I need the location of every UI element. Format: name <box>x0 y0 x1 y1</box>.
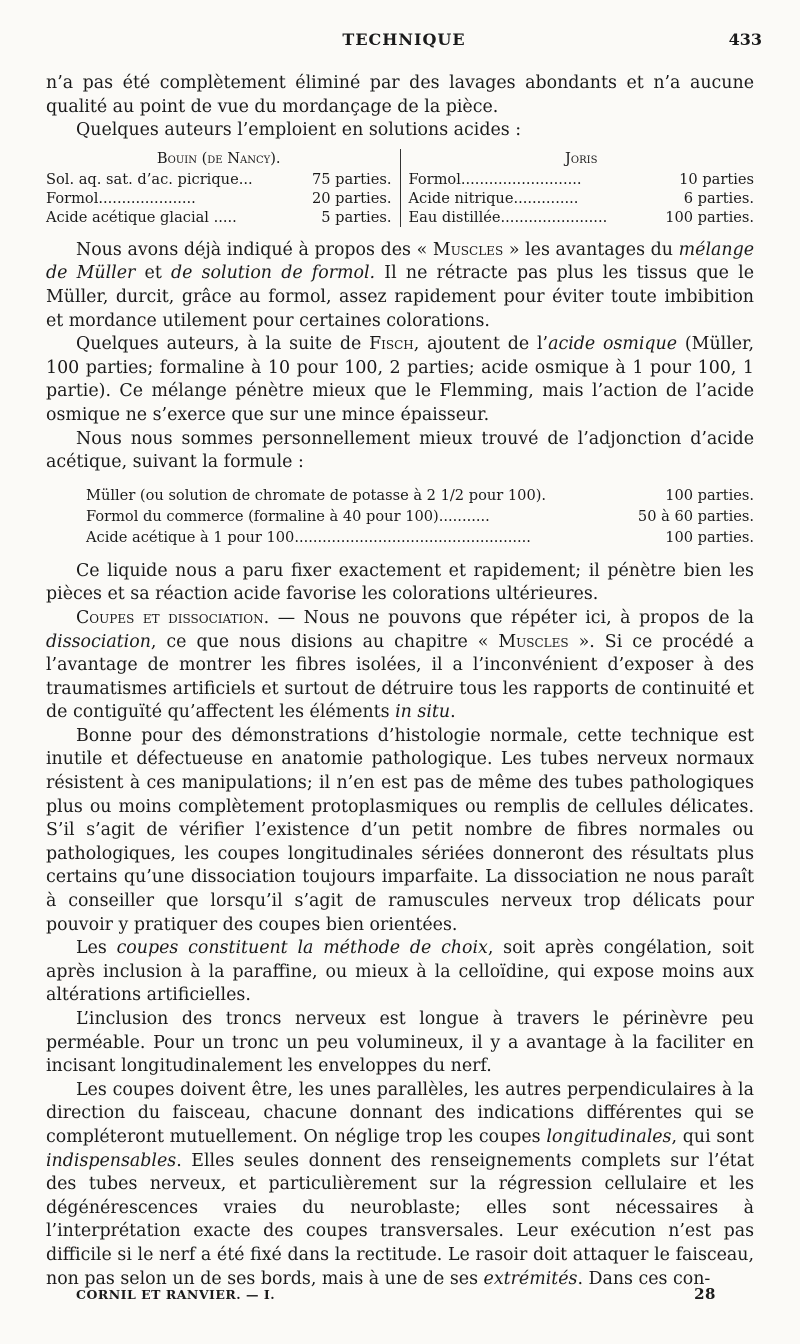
section-heading: Coupes et dissociation. <box>76 607 270 628</box>
text-run-italic: mélange de Müller <box>46 239 754 284</box>
table-heading-joris: Joris <box>565 149 598 167</box>
page-footer <box>76 1287 716 1307</box>
text-run: . <box>450 702 456 723</box>
text-run: — Nous ne pouvons que répéter ici, à propos de la <box>269 607 755 628</box>
formula-label: Müller (ou solution de chromate de potasse à 2 1/2 pour 100). <box>86 486 547 504</box>
table-row-value: 5 parties. <box>321 208 392 226</box>
table-row-label: Eau distillée....................... <box>408 208 608 226</box>
table-row-label: Acide acétique glacial ..... <box>46 208 237 226</box>
text-run: , soit après congélation, soit après inclusion à la paraffine, ou mieux à la celloïdine, qui expose moins aux altérations artificielles. <box>46 938 755 1006</box>
formula-value: 50 à 60 parties. <box>637 507 754 525</box>
paragraph-3 <box>46 239 754 333</box>
page-number: 433 <box>728 30 762 49</box>
text-run: et <box>135 263 172 284</box>
running-header <box>46 30 762 52</box>
text-run-italic: de solution de formol. <box>171 263 376 284</box>
text-run-italic: indispensables <box>46 1150 177 1171</box>
table-heading-bouin: Bouin (de Nancy). <box>156 149 281 167</box>
table-row <box>46 189 392 208</box>
table-row <box>409 189 755 208</box>
text-run-italic: in situ <box>395 702 451 723</box>
paragraph-11 <box>46 1079 754 1291</box>
formula-label: Formol du commerce (formaline à 40 pour 100)........... <box>86 507 490 525</box>
text-run: Nous avons déjà indiqué à propos des « <box>76 239 433 260</box>
formula-value: 100 parties. <box>665 486 754 504</box>
text-run: , qui sont <box>671 1126 754 1147</box>
table-row-value: 10 parties <box>679 170 754 188</box>
text-run: . Dans ces con- <box>577 1268 711 1289</box>
text-run: Il ne rétracte pas plus les tissus que le Müller, durcit, grâce au formol, assez rapidement pour éviter toute imbibition et mordance utilement pour certaines colorations. <box>46 263 754 331</box>
text-run: » les avantages du <box>503 239 679 260</box>
text-run: Quelques auteurs, à la suite de <box>76 334 370 355</box>
formula-label: Acide acétique à 1 pour 100................................................... <box>86 528 531 546</box>
table-row-value: 100 parties. <box>665 208 754 226</box>
text-run: , ce que nous disions au chapitre « <box>150 631 499 652</box>
running-title: TECHNIQUE <box>342 30 466 49</box>
footer-author-line: CORNIL ET RANVIER. — I. <box>76 1287 276 1302</box>
text-run-italic: extrémités <box>483 1268 578 1289</box>
formula-row <box>86 527 754 548</box>
paragraph-4 <box>46 333 754 427</box>
table-row <box>409 170 755 189</box>
paragraph-7 <box>46 607 754 725</box>
table-row-label: Formol.......................... <box>408 170 582 188</box>
text-run: . Elles seules donnent des renseignements complets sur l’état des tubes nerveux, et particulièrement sur la régression cellulaire et les dégénérescences vraies du neuroblaste; elles sont nécessaires à l’interprétation exacte des coupes transversales. Leur exécution n’est pas difficile si le nerf a été fixé dans la rectitude. Le rasoir doit attaquer le faisceau, non pas selon un de ses bords, mais à une de ses <box>46 1150 754 1289</box>
text-run-smallcaps: Fisch <box>369 334 414 355</box>
text-run-italic: acide osmique <box>548 334 678 355</box>
table-column-joris <box>401 149 755 227</box>
table-row-label: Formol..................... <box>46 189 196 207</box>
table-row-label: Sol. aq. sat. d’ac. picrique... <box>46 170 253 188</box>
table-row <box>409 208 755 227</box>
paragraph-6: Ce liquide nous a paru fixer exactement et rapidement; il pénètre bien les pièces et sa réaction acide favorise les colorations ultérieures. <box>46 560 754 605</box>
paragraph-9 <box>46 937 754 1008</box>
fixative-table <box>46 149 754 227</box>
table-row <box>46 208 392 227</box>
text-run: (Müller, 100 parties; formaline à 10 pour 100, 2 parties; acide osmique à 1 pour 100, 1 partie). Ce mélange pénètre mieux que le Flemming, mais l’action de l’acide osmique ne s’exerce que sur une mince épaisseur. <box>46 334 754 425</box>
text-run: Les coupes doivent être, les unes parallèles, les autres perpendiculaires à la direction du faisceau, chacune donnant des indications différentes qui se compléteront mutuellement. On néglige trop les coupes <box>46 1079 754 1147</box>
text-run: Les <box>76 938 117 959</box>
formula-value: 100 parties. <box>665 528 754 546</box>
paragraph-10: L’inclusion des troncs nerveux est longue à travers le périnèvre peu perméable. Pour un tronc un peu volumineux, il y a avantage à la faciliter en incisant longitudinalement les enveloppes du nerf. <box>46 1009 754 1077</box>
text-run: , ajoutent de l’ <box>413 334 549 355</box>
paragraph-1: n’a pas été complètement éliminé par des lavages abondants et n’a aucune qualité au point de vue du mordançage de la pièce. <box>46 73 754 117</box>
page-body <box>46 72 754 1291</box>
paragraph-8: Bonne pour des démonstrations d’histologie normale, cette technique est inutile et défectueuse en anatomie pathologique. Les tubes nerveux normaux résistent à ces manipulations; il n’en est pas de même des tubes pathologiques plus ou moins complètement protoplasmiques ou remplis de cellules délicates. S’il s’agit de vérifier l’existence d’un petit nombre de fibres normales ou pathologiques, les coupes longitudinales sériées donneront des résultats plus certains qu’une dissociation toujours imparfaite. La dissociation ne nous paraît à conseiller que lorsqu’il s’agit de ramuscules nerveux trop délicats pour pouvoir y pratiquer des coupes bien orientées. <box>46 725 754 935</box>
table-row-label: Acide nitrique.............. <box>408 189 579 207</box>
signature-mark: 28 <box>694 1285 716 1303</box>
formula-row <box>86 506 754 527</box>
paragraph-5: Nous nous sommes personnellement mieux trouvé de l’adjonction d’acide acétique, suivant la formule : <box>46 428 754 473</box>
paragraph-2: Quelques auteurs l’emploient en solutions acides : <box>76 120 522 141</box>
table-row-value: 75 parties. <box>311 170 392 188</box>
table-row <box>46 170 392 189</box>
text-run-italic: dissociation <box>46 631 151 652</box>
formula-block <box>86 485 754 548</box>
formula-row <box>86 485 754 506</box>
text-run-italic: longitudinales <box>546 1126 672 1147</box>
text-run-italic: coupes constituent la méthode de choix <box>116 938 488 959</box>
table-row-value: 6 parties. <box>683 189 754 207</box>
table-row-value: 20 parties. <box>311 189 392 207</box>
text-run: ». Si ce procédé a l’avantage de montrer les fibres isolées, il a l’inconvénient d’exposer à des traumatismes artificiels et surtout de détruire tous les rapports de continuité et de contiguïté qu’affectent les éléments <box>46 631 754 723</box>
text-run-smallcaps: Muscles <box>498 631 569 652</box>
text-run-smallcaps: Muscles <box>432 239 504 260</box>
table-column-bouin <box>46 149 401 227</box>
